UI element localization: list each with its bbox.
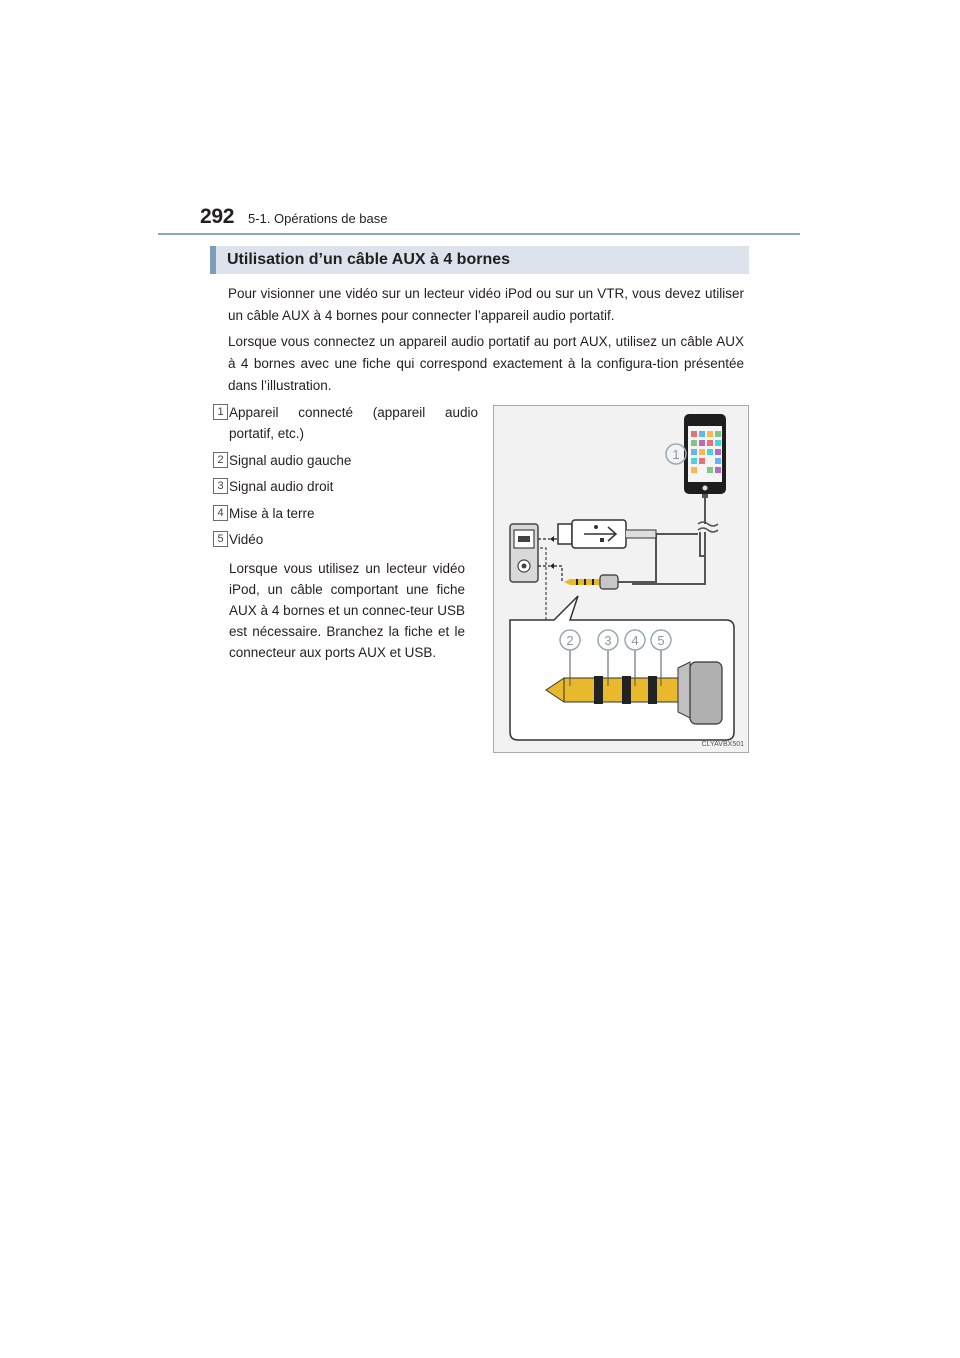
illustration-aux-cable xyxy=(493,405,749,753)
paragraph-connection: Lorsque vous connectez un appareil audio portatif au port AUX, utilisez un câble AUX à 4 bornes avec une fiche qui correspond exactement à la configura-tion présentée dans l’illustration. xyxy=(228,334,744,393)
item-label: Vidéo xyxy=(229,532,264,547)
svg-text:1: 1 xyxy=(672,447,680,462)
vehicle-ports-icon xyxy=(510,524,562,582)
svg-text:5: 5 xyxy=(657,633,665,648)
section-heading-text: Utilisation d’un câble AUX à 4 bornes xyxy=(227,251,511,268)
aux-plug-small-icon xyxy=(564,575,618,589)
item-label: Mise à la terre xyxy=(229,506,315,521)
item-label: Appareil connecté (appareil audio portatif, etc.) xyxy=(229,405,478,441)
svg-text:4: 4 xyxy=(631,633,639,648)
callout-5 xyxy=(651,630,671,650)
list-item xyxy=(213,529,478,550)
list-item xyxy=(213,450,478,471)
figure-code: CLYAVBX501 xyxy=(701,741,744,748)
plug-zoom-callout xyxy=(510,596,734,740)
item-number-badge: 2 xyxy=(213,452,228,468)
svg-text:3: 3 xyxy=(604,633,612,648)
item-label: Signal audio droit xyxy=(229,479,334,494)
callout-1 xyxy=(666,444,686,464)
video-note: Lorsque vous utilisez un lecteur vidéo iPod, un câble comportant une fiche AUX à 4 bornes et un connec-teur USB est nécessaire. Branchez la fiche et le connecteur aux ports AUX et USB. xyxy=(229,561,465,660)
callout-2 xyxy=(560,630,580,650)
callout-4 xyxy=(625,630,645,650)
illustration-svg xyxy=(494,406,750,754)
page-number: 292 xyxy=(200,205,235,228)
header-section-title: 5-1. Opérations de base xyxy=(248,211,388,226)
section-heading xyxy=(210,246,749,274)
header-rule xyxy=(158,233,800,235)
item-number-badge: 4 xyxy=(213,505,228,521)
list-item xyxy=(213,476,478,497)
paragraph-intro: Pour visionner une vidéo sur un lecteur vidéo iPod ou sur un VTR, vous devez utiliser un câble AUX à 4 bornes pour connecter l’appareil audio portatif. xyxy=(228,286,744,323)
list-item xyxy=(213,402,478,444)
item-label: Signal audio gauche xyxy=(229,453,352,468)
usb-plug-icon xyxy=(558,520,656,548)
svg-text:2: 2 xyxy=(566,633,574,648)
portable-device-icon xyxy=(684,414,726,498)
item-number-badge: 1 xyxy=(213,404,228,420)
list-item xyxy=(213,503,478,524)
callout-3 xyxy=(598,630,618,650)
item-number-badge: 5 xyxy=(213,531,228,547)
item-number-badge: 3 xyxy=(213,478,228,494)
